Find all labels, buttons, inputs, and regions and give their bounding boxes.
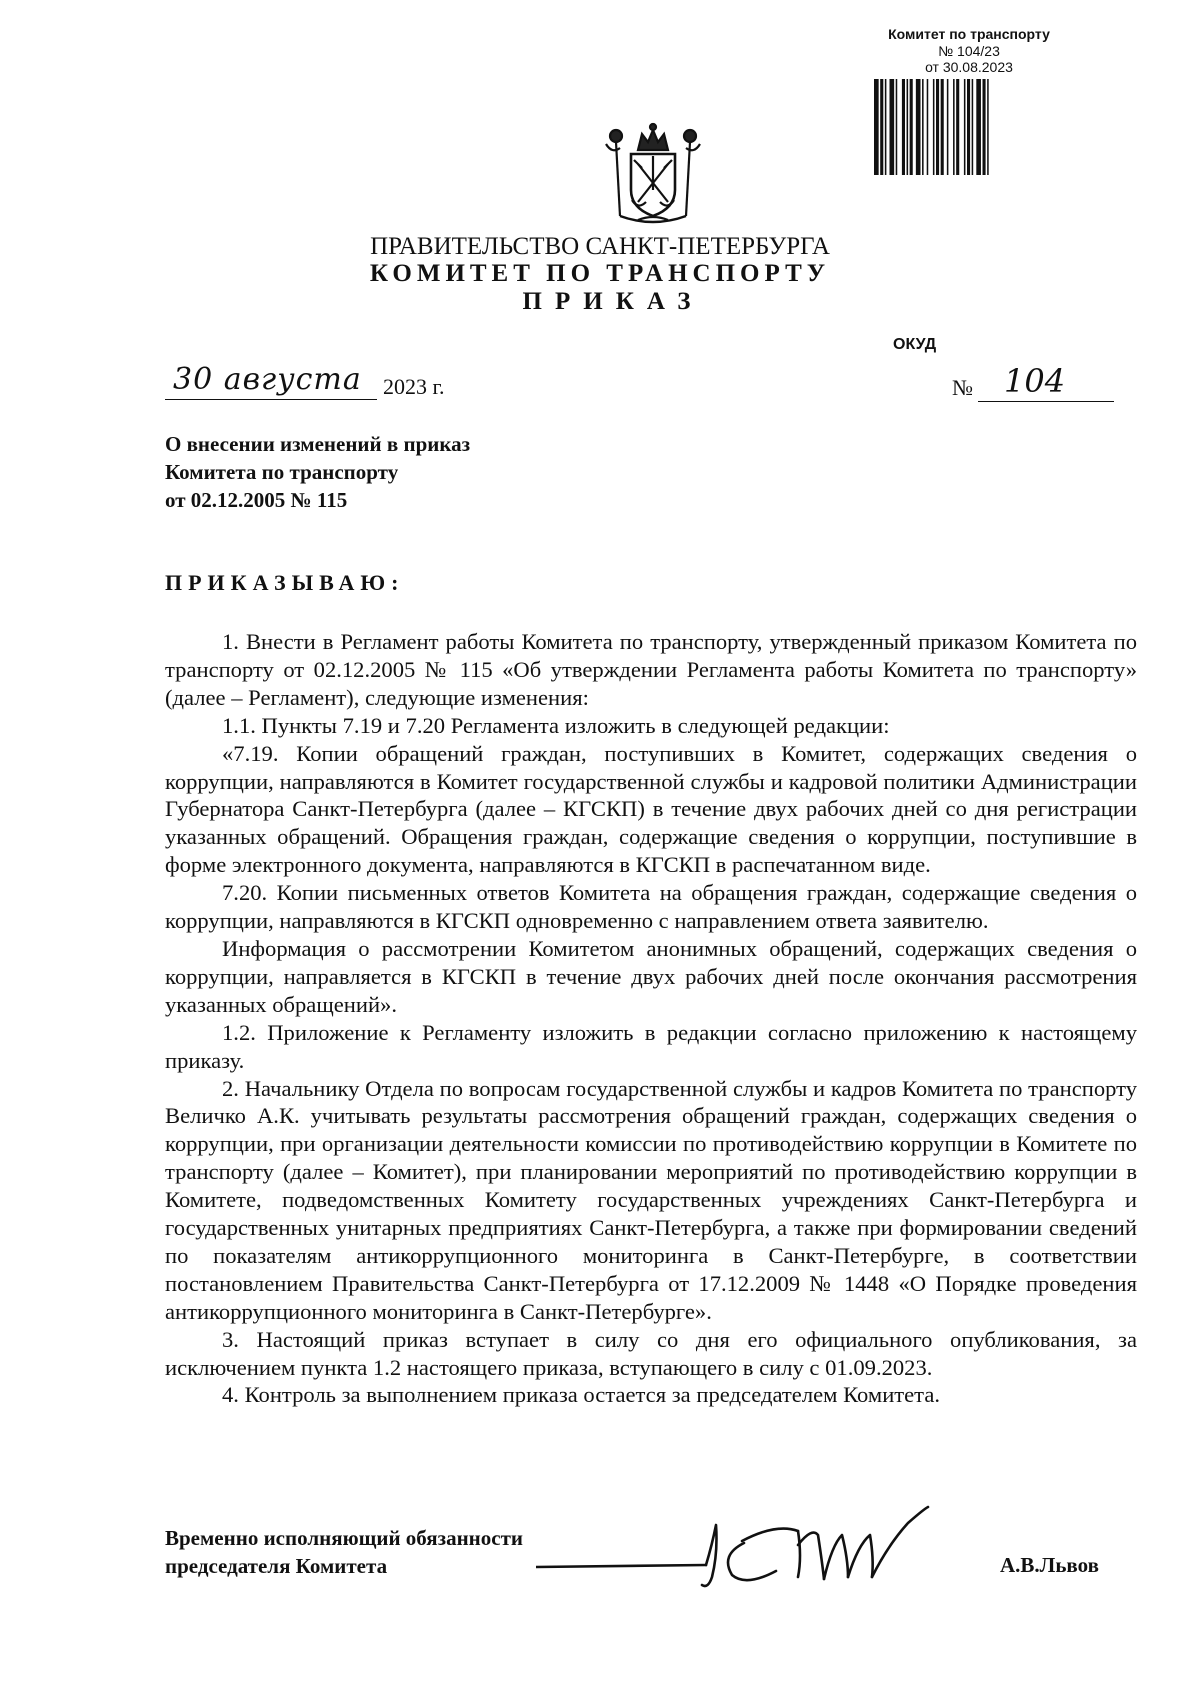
body-paragraph: 1. Внести в Регламент работы Комитета по транспорту, утвержденный приказом Комитета по транспорту от 02.12.2005 № 115 «Об утверждении Регламента работы Комитета по транспорту» (далее – Регламент), следующие изменения: bbox=[165, 629, 1137, 710]
signer-position-line: председателя Комитета bbox=[165, 1554, 388, 1578]
signer-position-line: Временно исполняющий обязанности bbox=[165, 1526, 524, 1550]
number-label: № bbox=[952, 375, 973, 400]
document-body bbox=[165, 628, 1137, 1409]
handwritten-date: 30 августа bbox=[173, 362, 362, 397]
directive-heading: ПРИКАЗЫВАЮ: bbox=[165, 570, 405, 595]
subject-line: О внесении изменений в приказ bbox=[165, 432, 471, 456]
body-paragraph: 7.20. Копии письменных ответов Комитета на обращения граждан, содержащие сведения о коррупции, направляются в КГСКП одновременно с направлением ответа заявителю. bbox=[165, 880, 1137, 934]
number-field bbox=[978, 362, 1114, 402]
subject-line: Комитета по транспорту bbox=[165, 460, 399, 484]
stamp-number: № 104/23 bbox=[938, 43, 1000, 59]
government-heading: ПРАВИТЕЛЬСТВО САНКТ-ПЕТЕРБУРГА bbox=[370, 233, 830, 260]
body-paragraph: 3. Настоящий приказ вступает в силу со дня его официального опубликования, за исключением пункта 1.2 настоящего приказа, вступающего в силу с 01.09.2023. bbox=[165, 1326, 1137, 1380]
stamp-title: Комитет по транспорту bbox=[888, 26, 1050, 42]
body-paragraph: «7.19. Копии обращений граждан, поступивших в Комитет, содержащих сведения о коррупции, направляются в Комитет государственной службы и кадровой политики Администрации Губернатора Санкт-Петербурга (далее – КГСКП) в течение двух рабочих дней со дня регистрации указанных обращений. Обращения граждан, содержащие сведения о коррупции, поступившие в форме электронного документа, направляются в КГСКП в распечатанном виде. bbox=[165, 740, 1137, 878]
handwritten-signature-icon bbox=[536, 1505, 996, 1597]
okud-label: ОКУД bbox=[893, 336, 937, 353]
date-year: 2023 г. bbox=[383, 374, 445, 399]
body-paragraph: 2. Начальнику Отдела по вопросам государственной службы и кадров Комитета по транспорту Величко А.К. учитывать результаты рассмотрения обращений граждан, содержащих сведения о коррупции, при организации деятельности комиссии по противодействию коррупции в Комитете по транспорту (далее – Комитет), при планировании мероприятий по противодействию коррупции в Комитете, подведомственных Комитету государственных учреждениях Санкт-Петербурга и государственных унитарных предприятиях Санкт-Петербурга, а также при формировании сведений по показателям антикоррупционного мониторинга в Санкт-Петербурге, в соответствии постановлением Правительства Санкт-Петербурга от 17.12.2009 № 1448 «О Порядке проведения антикоррупционного мониторинга в Санкт-Петербурге». bbox=[165, 1075, 1137, 1324]
document-subject bbox=[165, 430, 585, 514]
committee-heading: КОМИТЕТ ПО ТРАНСПОРТУ bbox=[369, 260, 831, 287]
body-paragraph: 4. Контроль за выполнением приказа остается за председателем Комитета. bbox=[222, 1382, 941, 1408]
date-field bbox=[165, 363, 377, 400]
st-petersburg-coat-of-arms-icon bbox=[598, 120, 708, 232]
body-paragraph: 1.2. Приложение к Регламенту изложить в редакции согласно приложению к настоящему приказу. bbox=[165, 1019, 1137, 1073]
handwritten-number: 104 bbox=[1004, 362, 1066, 400]
body-paragraph: Информация о рассмотрении Комитетом анонимных обращений, содержащих сведения о коррупции, направляется в КГСКП в течение двух рабочих дней после окончания рассмотрения указанных обращений». bbox=[165, 935, 1137, 1017]
stamp-date: от 30.08.2023 bbox=[925, 59, 1013, 75]
barcode-icon bbox=[872, 77, 1066, 177]
body-paragraph: 1.1. Пункты 7.19 и 7.20 Регламента изложить в следующей редакции: bbox=[222, 712, 890, 738]
registration-stamp bbox=[872, 26, 1066, 177]
signer-name: А.В.Львов bbox=[1000, 1553, 1099, 1577]
signer-position bbox=[165, 1524, 523, 1580]
document-type-heading: ПРИКАЗ bbox=[522, 288, 704, 315]
subject-line: от 02.12.2005 № 115 bbox=[165, 488, 348, 512]
